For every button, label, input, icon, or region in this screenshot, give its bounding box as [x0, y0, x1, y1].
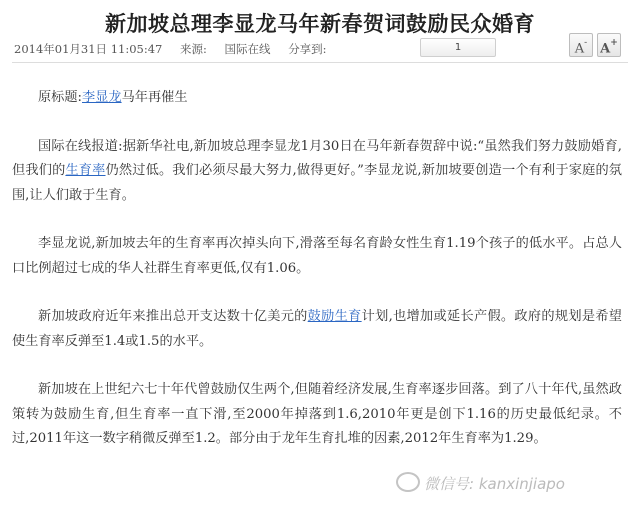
- paragraph-history: 新加坡在上世纪六七十年代曾鼓励仅生两个,但随着经济发展,生育率逐步回落。到了八十年代,虽然政策转为鼓励生育,但生育率一直下滑,至2000年掉落到1.6,2010年更是创下1.16的历史最低纪录。不过,2011年这一数字稍微反弹至1.2。部分由于龙年生育扎堆的因素,2012年生育率为1.29。: [12, 382, 622, 446]
- font-decrease-sign: -: [584, 38, 588, 48]
- p2-pre: 国际在线报道:据新华社电,新加坡总理李显龙1月30日在马年新春贺辞中说:“虽然我们努力鼓励婚育,但我们的: [12, 138, 622, 178]
- wechat-watermark: [396, 472, 565, 494]
- font-increase-letter: A: [600, 41, 611, 57]
- paragraph-statistics: 李显龙说,新加坡去年的生育率再次掉头向下,滑落至每名育龄女性生育1.19个孩子的低水平。占总人口比例超过七成的华人社群生育率更低,仅有1.06。: [12, 236, 622, 276]
- link-encourage-birth[interactable]: 鼓励生育: [307, 309, 362, 324]
- header-divider: [12, 62, 628, 63]
- source-name: 国际在线: [224, 42, 271, 56]
- p2-post: 仍然过低。我们必须尽最大努力,做得更好。”李显龙说,新加坡要创造一个有利于家庭的氛围,让人们敢于生育。: [12, 163, 622, 203]
- font-increase-sign: +: [610, 38, 618, 48]
- font-decrease-letter: A: [574, 41, 585, 57]
- p4-pre: 新加坡政府近年来推出总开支达数十亿美元的: [38, 309, 308, 324]
- p4-post: 计划,也增加或延长产假。政府的规划是希望使生育率反弹至1.4或1.5的水平。: [12, 309, 622, 349]
- paragraph-report: [12, 135, 622, 209]
- article-body: [12, 86, 622, 476]
- article-meta: [14, 41, 341, 57]
- link-li-hsien-loong[interactable]: 李显龙: [82, 90, 122, 105]
- wechat-icon: [396, 472, 420, 492]
- share-count-button[interactable]: 1: [420, 38, 496, 57]
- p1-pre: 原标题:: [38, 90, 83, 105]
- paragraph-original-title: [12, 86, 622, 111]
- paragraph-policy: [12, 305, 622, 354]
- share-label: 分享到:: [288, 42, 327, 56]
- article-datetime: 2014年01月31日 11:05:47: [14, 42, 163, 56]
- link-fertility-rate[interactable]: 生育率: [65, 163, 106, 178]
- article-title: 新加坡总理李显龙马年新春贺词鼓励民众婚育: [105, 11, 535, 36]
- font-decrease-button[interactable]: [569, 33, 593, 57]
- font-increase-button[interactable]: [597, 33, 621, 57]
- watermark-text: 微信号: kanxinjiapo: [424, 475, 565, 493]
- source-label: 来源:: [180, 42, 207, 56]
- p1-post: 马年再催生: [121, 90, 188, 105]
